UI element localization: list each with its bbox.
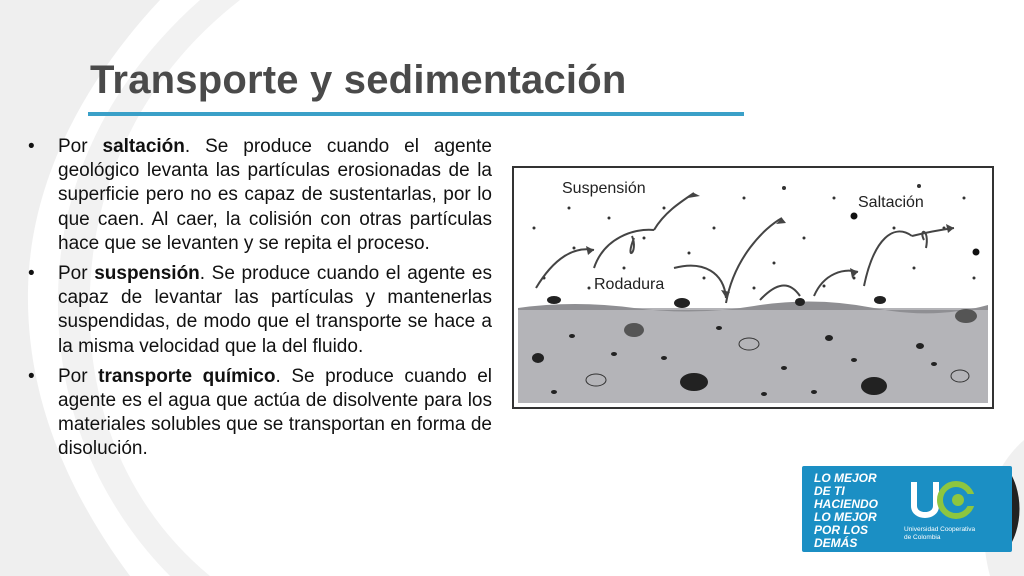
bullet-list <box>28 135 492 468</box>
logo-slogan <box>814 472 894 550</box>
slogan-line: HACIENDO <box>814 497 879 511</box>
bullet-keyword: transporte químico <box>98 365 276 387</box>
bullet-dot: • <box>28 136 35 157</box>
slogan-line: DEMÁS <box>814 536 858 550</box>
bullet-text: . Se produce cuando el agente geológico levanta las partículas erosionadas de la superficie pero no es capaz de sustentarlas, por lo que caen. Al caer, la colisión con otras partículas hace que se levanten y se repita el proceso. <box>58 136 492 254</box>
label-suspension: Suspensión <box>562 180 646 197</box>
label-saltacion: Saltación <box>858 194 924 211</box>
bullet-prefix: Por <box>58 263 95 285</box>
bullet-saltacion <box>28 135 492 256</box>
bullet-dot: • <box>28 365 35 387</box>
university-name-line: Universidad Cooperativa <box>904 526 976 533</box>
university-name-line: de Colombia <box>904 534 941 541</box>
university-name <box>904 526 1004 542</box>
sediment-transport-figure <box>512 166 994 409</box>
bullet-text: . Se produce cuando el agente es el agua que actúa de disolvente para los materiales solubles que se transportan en forma de disolución. <box>58 365 492 460</box>
logo-side-accent <box>1012 466 1024 552</box>
university-logo <box>802 466 1012 552</box>
bullet-suspension <box>28 262 492 359</box>
slogan-line: POR LOS <box>814 523 869 537</box>
title-underline <box>88 112 744 116</box>
bullet-transporte-quimico <box>28 365 492 462</box>
slogan-line: DE TI <box>814 484 845 498</box>
bullet-prefix: Por <box>58 136 103 157</box>
label-rodadura: Rodadura <box>594 276 665 293</box>
ground-layer <box>518 308 988 403</box>
bullet-keyword: suspensión <box>94 263 200 285</box>
uc-logo-mark-icon <box>906 476 976 526</box>
bullet-text: . Se produce cuando el agente es capaz de levantar las partículas y mantenerlas suspendidas, de modo que el transporte se hace a la misma velocidad que la del fluido. <box>58 263 492 357</box>
slogan-line: LO MEJOR <box>814 471 877 485</box>
bullet-keyword: saltación <box>102 136 185 157</box>
slogan-line: LO MEJOR <box>814 510 877 524</box>
bullet-prefix: Por <box>58 365 99 387</box>
bullet-dot: • <box>28 263 35 285</box>
slide-title: Transporte y sedimentación <box>90 58 627 102</box>
